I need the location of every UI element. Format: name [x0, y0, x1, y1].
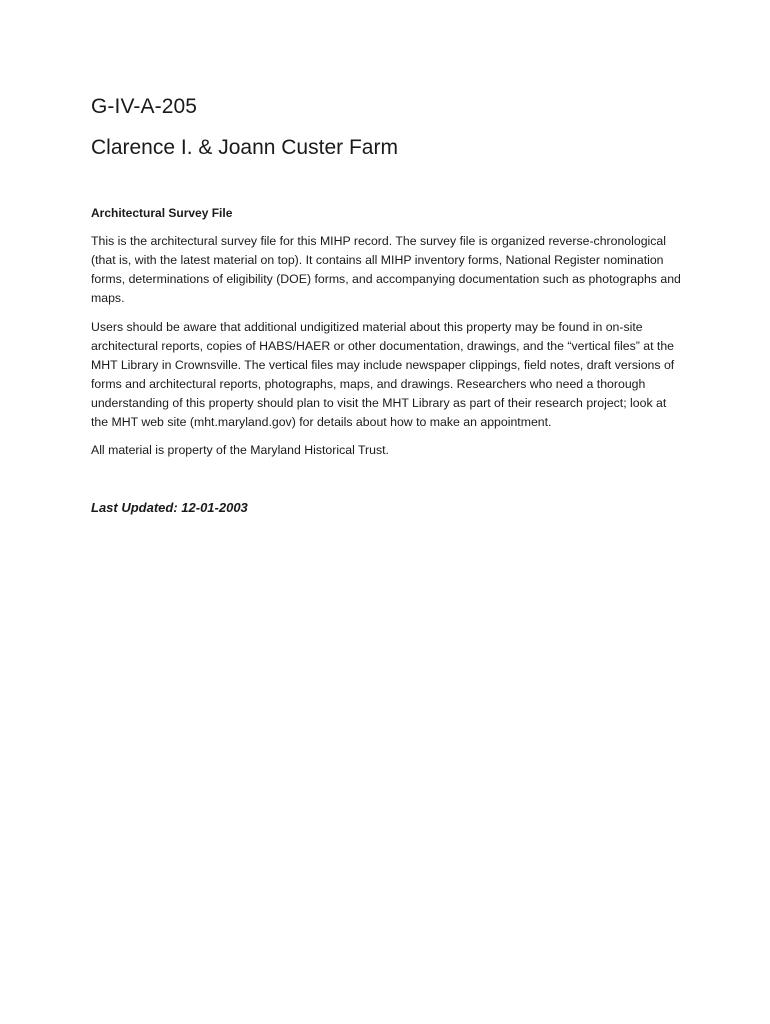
section-heading: Architectural Survey File: [91, 206, 233, 220]
undigitized-material-paragraph: Users should be aware that additional undigitized material about this property may be found in on-site architectural reports, copies of HABS/HAER or other documentation, drawings, and the “vertical files” at the MHT Library in Crownsville. The vertical files may include newspaper clippings, field notes, draft versions of forms and architectural reports, photographs, maps, and drawings. Researchers who need a thorough understanding of this property should plan to visit the MHT Library as part of their research project; look at the MHT web site (mht.maryland.gov) for details about how to make an appointment.: [91, 320, 675, 429]
last-updated: Last Updated: 12-01-2003: [91, 500, 248, 515]
survey-file-paragraph: This is the architectural survey file for this MIHP record. The survey file is organized reverse-chronological (that is, with the latest material on top). It contains all MIHP inventory forms, National Register nomination forms, determinations of eligibility (DOE) forms, and accompanying documentation such as photographs and maps.: [91, 234, 681, 305]
property-notice-paragraph: All material is property of the Maryland Historical Trust.: [91, 443, 389, 457]
property-name: Clarence I. & Joann Custer Farm: [91, 136, 398, 159]
record-id: G-IV-A-205: [91, 95, 198, 118]
